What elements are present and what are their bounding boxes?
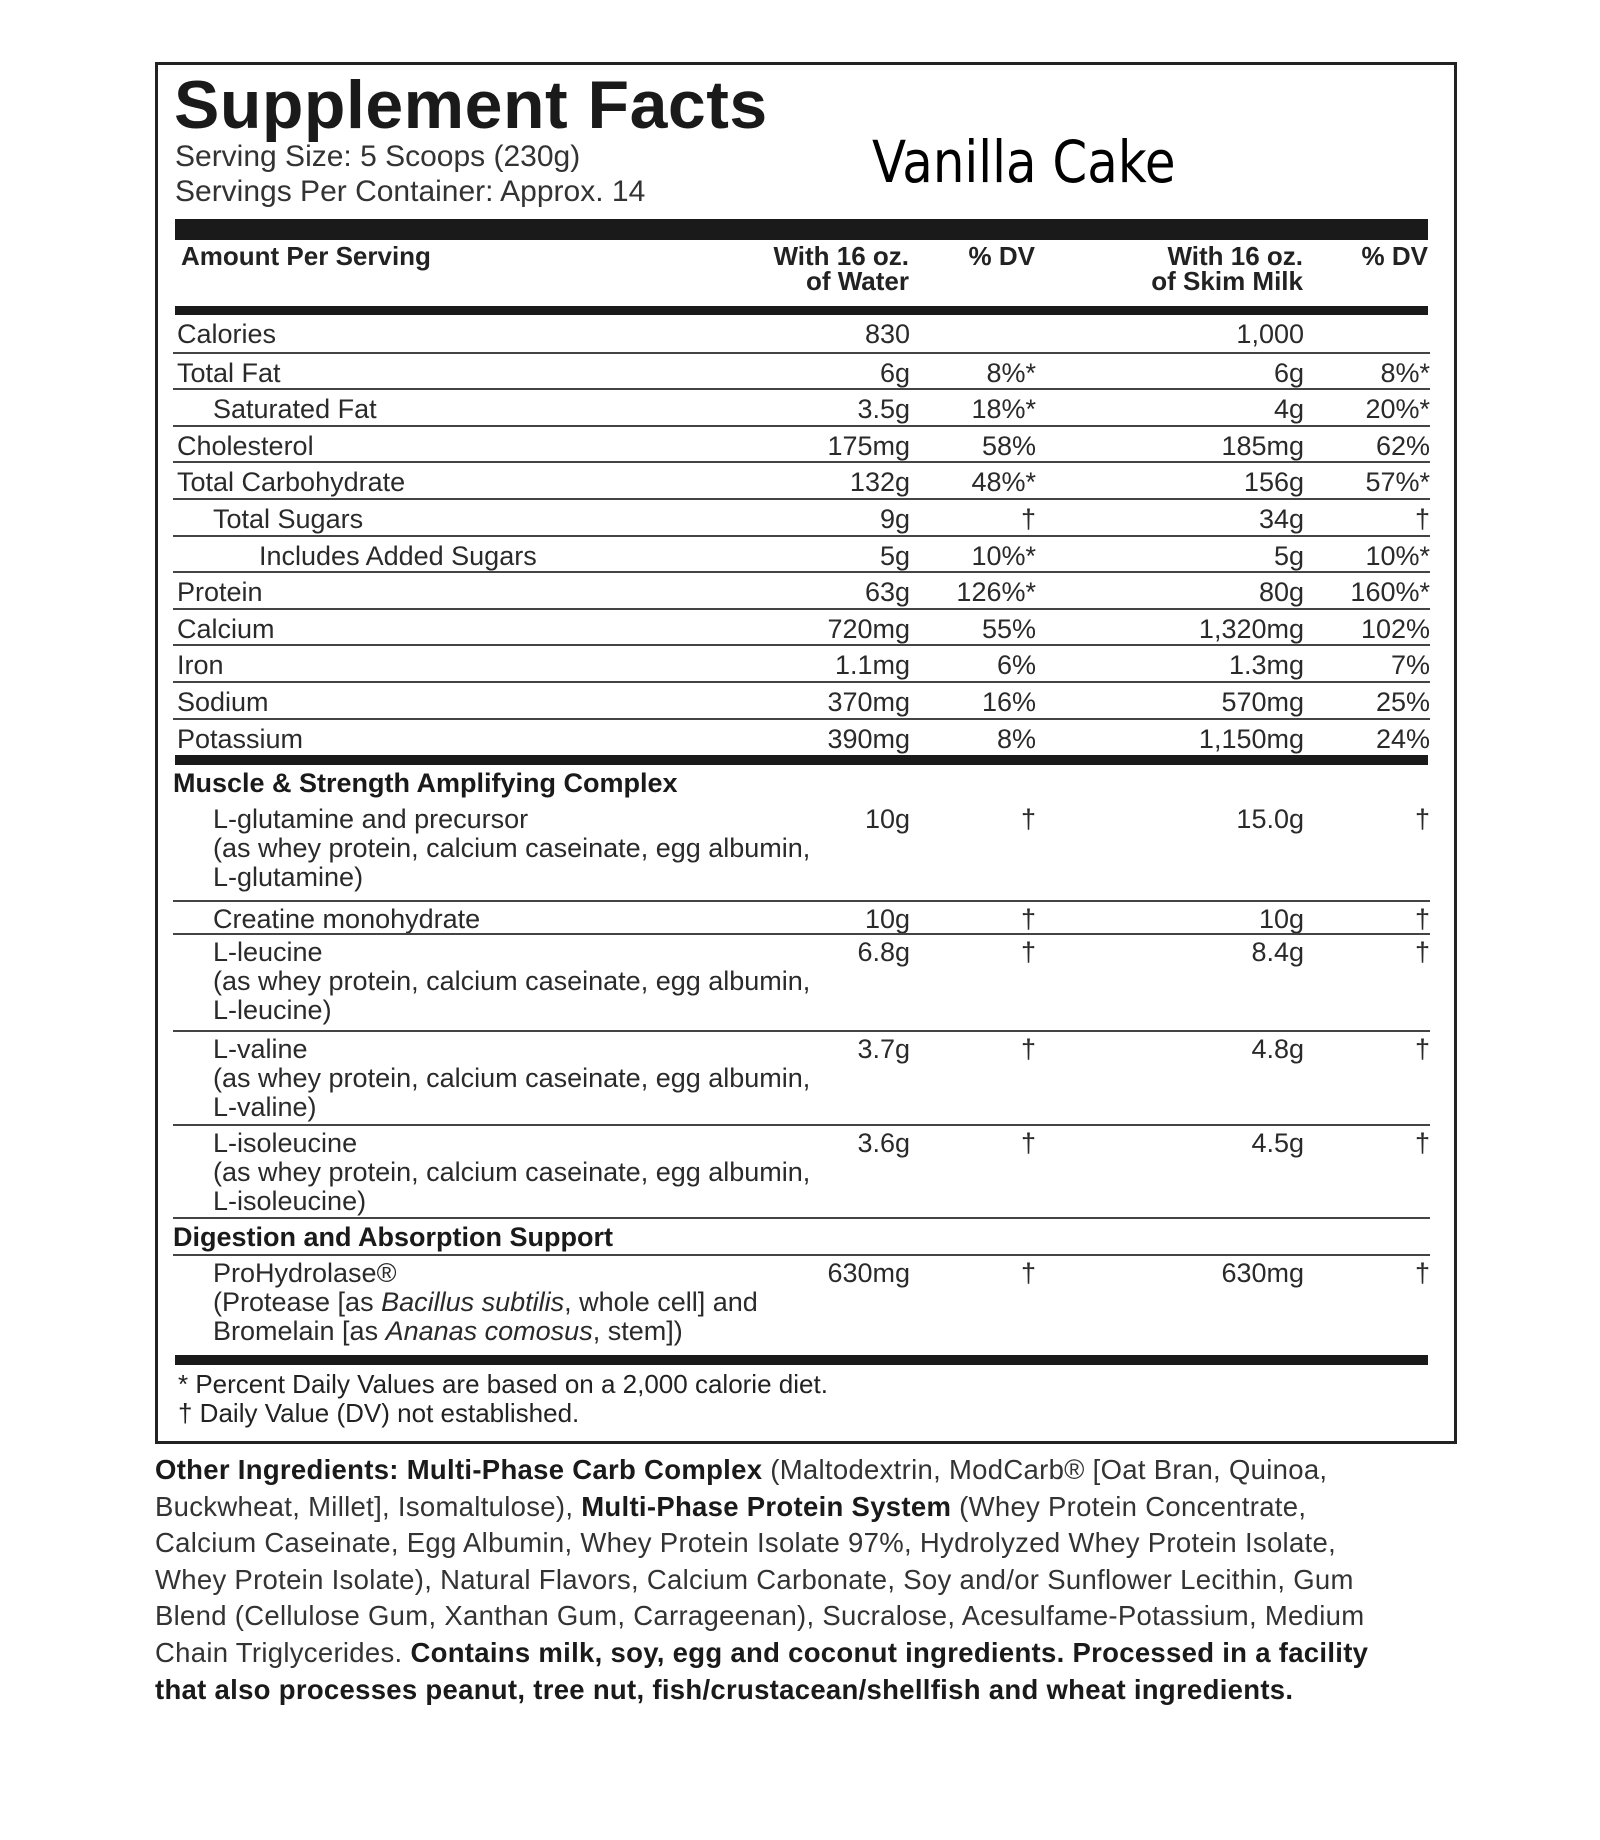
dv-water: † [1020,1258,1036,1288]
nutrient-table [173,315,1430,754]
ingredient-name: L-valine [213,1034,308,1064]
header-water [773,241,909,296]
value-milk: 185mg [1221,430,1304,461]
ingredient-detail: (as whey protein, calcium caseinate, egg albumin, L-glutamine) [213,833,811,892]
nutrient-row [173,315,1430,352]
value-milk: 5g [1273,540,1304,571]
dv-milk: 102% [1360,613,1430,644]
nutrient-name: Calcium [177,613,275,644]
dv-water: † [1020,937,1036,967]
dv-water: 8% [996,723,1036,754]
nutrient-row [173,681,1430,718]
value-milk: 570mg [1221,686,1304,717]
medium-divider [175,1355,1428,1365]
header-water-line1: With 16 oz. [773,241,909,271]
value-water: 830 [864,319,910,349]
dv-water: 16% [981,686,1036,717]
ingredient-name: L-leucine [213,937,323,967]
complex-row [173,802,1430,900]
header-water-line2: of Water [805,266,909,296]
dv-water: 10%* [971,540,1036,571]
dv-milk: 57%* [1365,467,1430,498]
value-milk: 630mg [1221,1258,1304,1288]
dv-water: 6% [996,650,1036,681]
value-water: 3.6g [857,1128,910,1158]
nutrient-row [173,461,1430,498]
detail-text: (Protease [as [213,1287,382,1317]
nutrient-name: Saturated Fat [213,394,377,425]
value-water: 9g [879,503,910,534]
digestion-heading: Digestion and Absorption Support [173,1217,1430,1254]
complex-row [173,1124,1430,1217]
medium-divider [175,755,1428,765]
ingredient-name: Creatine monohydrate [213,904,481,934]
species-name: Bacillus subtilis [381,1287,565,1317]
value-milk: 8.4g [1251,937,1304,967]
header-milk-line1: With 16 oz. [1167,241,1303,271]
dv-milk: † [1414,937,1430,967]
dv-milk: † [1414,804,1430,834]
dv-milk: 24% [1375,723,1430,754]
value-water: 175mg [827,430,910,461]
value-milk: 1,320mg [1198,613,1304,644]
value-water: 720mg [827,613,910,644]
nutrient-row [173,608,1430,645]
nutrient-row [173,388,1430,425]
digestion-row [173,1254,1430,1346]
ingredient-name: ProHydrolase® [213,1258,397,1288]
value-water: 3.5g [857,394,910,425]
value-milk: 15.0g [1236,804,1304,834]
nutrient-name: Total Fat [177,357,281,388]
value-water: 370mg [827,686,910,717]
header-dv-water: % DV [968,241,1035,271]
nutrient-name: Total Sugars [213,503,364,534]
value-milk: 4.8g [1251,1034,1304,1064]
species-name: Ananas comosus [385,1316,593,1346]
ingredient-block [213,1259,833,1346]
complex-row [173,933,1430,1030]
dv-milk: 25% [1375,686,1430,717]
ingredients-text: (Whey Protein Concentrate, Calcium Caseinate, Egg Albumin, Whey Protein Isolate 97%, Hydrolyzed Whey Protein Isolate, Whey Protein Isolate), Natural Flavors, Calcium Carbonate, Soy and/or Sunflower Lecithin, Gum Blend (Cellulose Gum, Xanthan Gum, Carrageenan), Sucralose, Acesulfame-Potassium, Medium Chain Triglycerides. [155,1490,1365,1668]
ingredient-name: L-isoleucine [213,1128,358,1158]
value-water: 6g [879,357,910,388]
nutrient-name: Includes Added Sugars [259,540,537,571]
dv-water: † [1020,503,1036,534]
header-milk [1151,241,1303,296]
value-milk: 1,000 [1236,319,1304,349]
complex-table [173,765,1430,1346]
value-milk: 1,150mg [1198,723,1304,754]
nutrient-row [173,718,1430,755]
value-water: 10g [864,904,910,934]
dv-water: † [1020,804,1036,834]
value-milk: 34g [1258,503,1304,534]
ingredient-block [213,905,833,934]
thick-divider [175,219,1428,240]
header-milk-line2: of Skim Milk [1151,266,1303,296]
value-milk: 10g [1258,904,1304,934]
dv-water: 8%* [986,357,1036,388]
ingredients-heading: Other Ingredients: Multi-Phase Carb Complex [155,1454,763,1485]
dv-milk: † [1414,503,1430,534]
ingredient-detail: (as whey protein, calcium caseinate, egg albumin, L-valine) [213,1063,811,1122]
header-amount: Amount Per Serving [181,241,431,271]
footnote-dagger: † Daily Value (DV) not established. [178,1398,580,1428]
nutrient-row [173,644,1430,681]
value-milk: 156g [1243,467,1304,498]
footnotes [178,1370,828,1428]
flavor-label: Vanilla Cake [872,128,1176,196]
footnote-dv: * Percent Daily Values are based on a 2,000 calorie diet. [178,1369,828,1399]
dv-water: 58% [981,430,1036,461]
dv-water: 18%* [971,394,1036,425]
nutrient-name: Protein [177,577,263,608]
nutrient-row [173,535,1430,572]
dv-milk: † [1414,1258,1430,1288]
detail-text: , stem]) [592,1316,683,1346]
ingredient-detail [213,1288,773,1346]
nutrient-name: Calories [177,319,277,349]
dv-milk: 10%* [1365,540,1430,571]
ingredient-block [213,938,833,1025]
nutrient-row [173,498,1430,535]
ingredient-detail: (as whey protein, calcium caseinate, egg albumin, L-isoleucine) [213,1157,811,1216]
nutrient-name: Cholesterol [177,430,314,461]
medium-divider [175,306,1428,315]
panel-title: Supplement Facts [174,67,768,143]
value-milk: 1.3mg [1228,650,1304,681]
ingredient-detail: (as whey protein, calcium caseinate, egg albumin, L-leucine) [213,966,811,1025]
nutrient-row [173,352,1430,389]
dv-milk: 20%* [1365,394,1430,425]
dv-water: † [1020,1034,1036,1064]
dv-milk: † [1414,1034,1430,1064]
detail-text: , whole cell] and Bromelain [as [213,1287,758,1346]
dv-milk: † [1414,904,1430,934]
serving-size: Serving Size: 5 Scoops (230g) [175,140,581,173]
dv-water: † [1020,904,1036,934]
value-water: 1.1mg [834,650,910,681]
value-water: 6.8g [857,937,910,967]
value-water: 630mg [827,1258,910,1288]
dv-milk: 8%* [1380,357,1430,388]
dv-water: † [1020,1128,1036,1158]
servings-per-container: Servings Per Container: Approx. 14 [175,175,646,208]
dv-water: 55% [981,613,1036,644]
dv-milk: 62% [1375,430,1430,461]
value-water: 390mg [827,723,910,754]
other-ingredients [155,1452,1410,1708]
ingredient-name: L-glutamine and precursor [213,804,529,834]
value-milk: 4.5g [1251,1128,1304,1158]
nutrient-name: Sodium [177,686,269,717]
allergen-statement: Contains milk, soy, egg and coconut ingredients. Processed in a facility that also processes peanut, tree nut, fish/crustacean/shellfish and wheat ingredients. [155,1636,1369,1705]
complex-heading: Muscle & Strength Amplifying Complex [173,768,678,798]
nutrient-row [173,425,1430,462]
dv-milk: 7% [1390,650,1430,681]
dv-milk: † [1414,1128,1430,1158]
dv-milk: 160%* [1350,577,1430,608]
value-water: 10g [864,804,910,834]
nutrient-name: Total Carbohydrate [177,467,406,498]
value-water: 63g [864,577,910,608]
ingredient-block [213,805,833,892]
nutrient-name: Iron [177,650,224,681]
dv-water: 48%* [971,467,1036,498]
value-milk: 4g [1273,394,1304,425]
ingredients-text: (Maltodextrin, ModCarb® [Oat Bran, Quinoa, Buckwheat, Millet], Isomaltulose), [155,1454,1328,1522]
dv-water: 126%* [956,577,1036,608]
value-water: 5g [879,540,910,571]
value-milk: 6g [1273,357,1304,388]
complex-row [173,900,1430,933]
header-dv-milk: % DV [1361,241,1428,271]
ingredient-block [213,1035,833,1122]
nutrient-name: Potassium [177,723,304,754]
value-milk: 80g [1258,577,1304,608]
value-water: 3.7g [857,1034,910,1064]
ingredient-block [213,1129,833,1216]
nutrient-row [173,571,1430,608]
ingredients-protein-system: Multi-Phase Protein System [581,1490,952,1522]
value-water: 132g [849,467,910,498]
complex-row [173,1030,1430,1124]
